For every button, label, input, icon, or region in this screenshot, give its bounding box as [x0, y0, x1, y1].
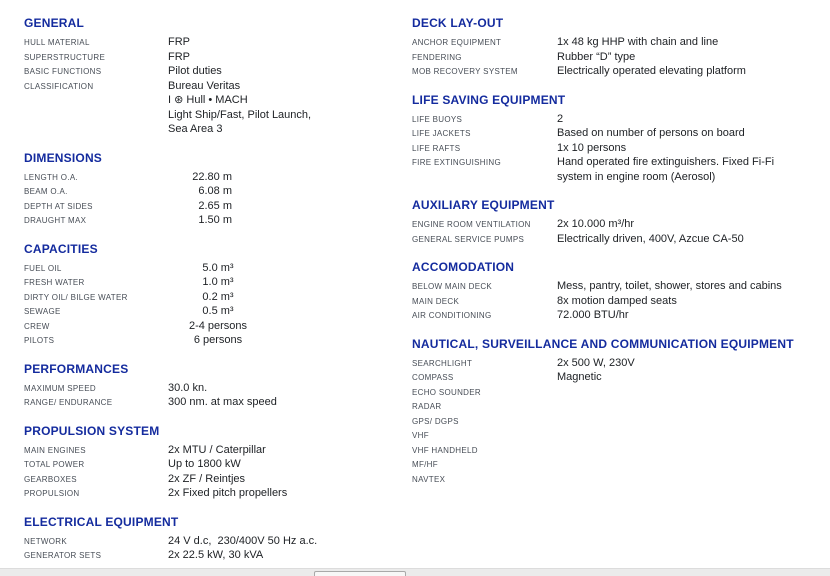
- spec-row-main-engines: [24, 443, 396, 458]
- spec-value: 1x 10 persons: [557, 141, 627, 154]
- spec-row-fendering: [412, 50, 822, 65]
- section-auxiliary-equipment: [412, 199, 822, 246]
- spec-value: [557, 399, 822, 414]
- spec-label: SEWAGE: [24, 307, 61, 316]
- spec-row-propulsion: [24, 486, 396, 501]
- spec-label: RANGE/ ENDURANCE: [24, 398, 113, 407]
- spec-row-gearboxes: [24, 472, 396, 487]
- spec-row-depth-at-sides: [24, 199, 396, 214]
- spec-value: 24 V d.c, 230/400V 50 Hz a.c.: [168, 534, 318, 547]
- spec-label: FUEL OIL: [24, 263, 62, 273]
- spec-value: [557, 428, 822, 443]
- spec-row-mf-hf: [412, 457, 822, 472]
- spec-label: TOTAL POWER: [24, 460, 85, 469]
- spec-value: 2: [557, 112, 564, 125]
- spec-label: DRAUGHT MAX: [24, 216, 87, 225]
- spec-value: Pilot duties: [168, 65, 222, 77]
- spec-label: FIRE EXTINGUISHING: [412, 158, 501, 167]
- spec-label: ANCHOR EQUIPMENT: [412, 38, 502, 47]
- spec-label: CREW: [24, 321, 50, 331]
- spec-value: 5.0 m³: [202, 261, 234, 274]
- spec-row-searchlight: [412, 356, 822, 371]
- spec-row-air-conditioning: [412, 308, 822, 323]
- spec-value: FRP: [168, 50, 190, 63]
- spec-row-below-main-deck: [412, 279, 822, 294]
- spec-label: PILOTS: [24, 336, 55, 345]
- spec-row-main-deck: [412, 294, 822, 309]
- spec-row-fresh-water: [24, 275, 396, 290]
- section-nautical-surveillance-communication: [412, 338, 822, 487]
- spec-value: 300 nm. at max speed: [168, 396, 277, 408]
- spec-value: 2x MTU / Caterpillar: [168, 443, 266, 456]
- spec-value: 2.65 m: [198, 199, 232, 212]
- spec-row-sewage: [24, 304, 396, 319]
- spec-label: FENDERING: [412, 52, 462, 62]
- section-title-accomodation: ACCOMODATION: [412, 260, 515, 274]
- spec-label: GPS/ DGPS: [412, 416, 459, 426]
- bottom-bar: [0, 568, 830, 576]
- bottom-partial-button[interactable]: [314, 571, 406, 576]
- spec-value: 6 persons: [193, 334, 243, 346]
- spec-value: Electrically driven, 400V, Azcue CA-50: [557, 232, 744, 245]
- spec-row-anchor-equipment: [412, 35, 822, 50]
- spec-label: ENGINE ROOM VENTILATION: [412, 220, 531, 229]
- section-title-electrical-equipment: ELECTRICAL EQUIPMENT: [24, 514, 179, 529]
- spec-row-vhf: [412, 428, 822, 443]
- spec-value: [557, 472, 822, 487]
- section-propulsion-system: [24, 425, 396, 501]
- spec-row-total-power: [24, 457, 396, 472]
- spec-row-navtex: [412, 472, 822, 487]
- spec-value: Bureau Veritas I ⊛ Hull • MACH Light Ship/Fast, Pilot Launch, Sea Area 3: [168, 79, 312, 135]
- section-general: [24, 17, 396, 137]
- spec-value: [557, 385, 822, 400]
- spec-row-classification: [24, 79, 396, 137]
- section-dimensions: [24, 152, 396, 228]
- spec-label: BEAM O.A.: [24, 187, 68, 196]
- section-title-capacities: CAPACITIES: [24, 241, 98, 256]
- section-title-auxiliary-equipment: AUXILIARY EQUIPMENT: [412, 198, 555, 212]
- spec-row-echo-sounder: [412, 385, 822, 400]
- spec-value: Based on number of persons on board: [557, 127, 745, 139]
- section-accomodation: [412, 261, 822, 323]
- spec-label: NAVTEX: [412, 474, 446, 484]
- spec-label: DEPTH AT SIDES: [24, 201, 93, 211]
- spec-value: 2x ZF / Reintjes: [168, 472, 246, 485]
- spec-row-superstructure: [24, 50, 396, 65]
- spec-label: MAIN ENGINES: [24, 445, 86, 455]
- spec-value: 1.50 m: [198, 214, 232, 226]
- spec-value: 6.08 m: [198, 185, 232, 197]
- section-title-propulsion-system: PROPULSION SYSTEM: [24, 423, 160, 438]
- spec-label: GENERATOR SETS: [24, 551, 102, 560]
- spec-label: LIFE BUOYS: [412, 114, 463, 124]
- spec-row-radar: [412, 399, 822, 414]
- spec-value: 22.80 m: [192, 170, 232, 183]
- spec-value: 0.2 m³: [202, 290, 234, 303]
- spec-value: Magnetic: [557, 371, 602, 383]
- section-title-nautical-surveillance-communication: NAUTICAL, SURVEILLANCE AND COMMUNICATION EQUIPMENT: [412, 336, 794, 351]
- spec-label: DIRTY OIL/ BILGE WATER: [24, 292, 128, 302]
- spec-label: LIFE RAFTS: [412, 143, 461, 153]
- spec-value: Rubber “D” type: [557, 50, 636, 63]
- spec-row-crew: [24, 319, 396, 334]
- spec-column-left: [24, 17, 396, 576]
- spec-label: LIFE JACKETS: [412, 129, 471, 138]
- spec-label: RADAR: [412, 402, 442, 411]
- spec-value: 2x 10.000 m³/hr: [557, 218, 635, 230]
- spec-label: MF/HF: [412, 460, 438, 469]
- spec-value: 0.5 m³: [202, 305, 234, 317]
- spec-label: LENGTH O.A.: [24, 172, 78, 182]
- spec-label: NETWORK: [24, 536, 67, 546]
- spec-label: COMPASS: [412, 373, 454, 382]
- spec-value: 2x 500 W, 230V: [557, 356, 635, 369]
- spec-label: MAXIMUM SPEED: [24, 383, 96, 393]
- spec-value: [557, 443, 822, 458]
- spec-row-compass: [412, 370, 822, 385]
- spec-column-right: [412, 17, 822, 501]
- spec-label: VHF HANDHELD: [412, 445, 478, 455]
- spec-value: 1x 48 kg HHP with chain and line: [557, 36, 719, 48]
- spec-value: Electrically operated elevating platform: [557, 65, 746, 77]
- spec-label: MAIN DECK: [412, 296, 460, 306]
- spec-value: 1.0 m³: [202, 276, 234, 288]
- spec-row-gps-dgps: [412, 414, 822, 429]
- spec-value: 72.000 BTU/hr: [557, 309, 629, 321]
- section-title-general: GENERAL: [24, 16, 85, 30]
- spec-row-range-endurance: [24, 395, 396, 410]
- section-title-performances: PERFORMANCES: [24, 361, 129, 376]
- spec-row-life-jackets: [412, 126, 822, 141]
- spec-row-pilots: [24, 333, 396, 348]
- spec-label: MOB RECOVERY SYSTEM: [412, 67, 518, 76]
- spec-value: [557, 457, 822, 472]
- spec-row-beam-oa: [24, 184, 396, 199]
- spec-label: VHF: [412, 431, 429, 440]
- spec-row-general-service-pumps: [412, 232, 822, 247]
- section-deck-lay-out: [412, 17, 822, 79]
- spec-label: HULL MATERIAL: [24, 38, 90, 47]
- spec-row-life-buoys: [412, 112, 822, 127]
- spec-label: SUPERSTRUCTURE: [24, 52, 106, 62]
- section-life-saving-equipment: [412, 94, 822, 185]
- spec-row-fuel-oil: [24, 261, 396, 276]
- section-capacities: [24, 243, 396, 348]
- spec-label: ECHO SOUNDER: [412, 387, 481, 397]
- spec-value: 2-4 persons: [188, 319, 248, 332]
- spec-value: [557, 414, 822, 429]
- section-title-life-saving-equipment: LIFE SAVING EQUIPMENT: [412, 92, 566, 107]
- spec-row-generator-sets: [24, 548, 396, 563]
- spec-row-maximum-speed: [24, 381, 396, 396]
- spec-label: CLASSIFICATION: [24, 81, 94, 91]
- spec-row-hull-material: [24, 35, 396, 50]
- spec-label: PROPULSION: [24, 489, 80, 498]
- section-title-deck-lay-out: DECK LAY-OUT: [412, 16, 504, 30]
- section-title-dimensions: DIMENSIONS: [24, 150, 103, 165]
- spec-value: Up to 1800 kW: [168, 458, 241, 470]
- spec-label: SEARCHLIGHT: [412, 358, 473, 368]
- spec-row-vhf-handheld: [412, 443, 822, 458]
- spec-value: FRP: [168, 36, 190, 48]
- spec-value: 30.0 kn.: [168, 381, 208, 394]
- spec-label: AIR CONDITIONING: [412, 311, 492, 320]
- spec-label: GENERAL SERVICE PUMPS: [412, 234, 525, 244]
- spec-row-basic-functions: [24, 64, 396, 79]
- section-performances: [24, 363, 396, 410]
- spec-row-mob-recovery-system: [412, 64, 822, 79]
- spec-row-draught-max: [24, 213, 396, 228]
- spec-label: BASIC FUNCTIONS: [24, 67, 102, 76]
- spec-label: BELOW MAIN DECK: [412, 282, 493, 291]
- spec-row-fire-extinguishing: [412, 155, 822, 184]
- spec-row-life-rafts: [412, 141, 822, 156]
- spec-value: 2x Fixed pitch propellers: [168, 487, 288, 499]
- spec-row-network: [24, 534, 396, 549]
- spec-row-length-oa: [24, 170, 396, 185]
- spec-value: 8x motion damped seats: [557, 294, 677, 307]
- spec-value: Hand operated fire extinguishers. Fixed Fi-Fi system in engine room (Aerosol): [557, 156, 775, 183]
- spec-label: FRESH WATER: [24, 278, 85, 287]
- spec-row-dirty-oil-bilge-water: [24, 290, 396, 305]
- spec-label: GEARBOXES: [24, 474, 77, 484]
- section-electrical-equipment: [24, 516, 396, 563]
- spec-value: Mess, pantry, toilet, shower, stores and cabins: [557, 280, 782, 292]
- spec-row-engine-room-ventilation: [412, 217, 822, 232]
- spec-value: 2x 22.5 kW, 30 kVA: [168, 549, 264, 561]
